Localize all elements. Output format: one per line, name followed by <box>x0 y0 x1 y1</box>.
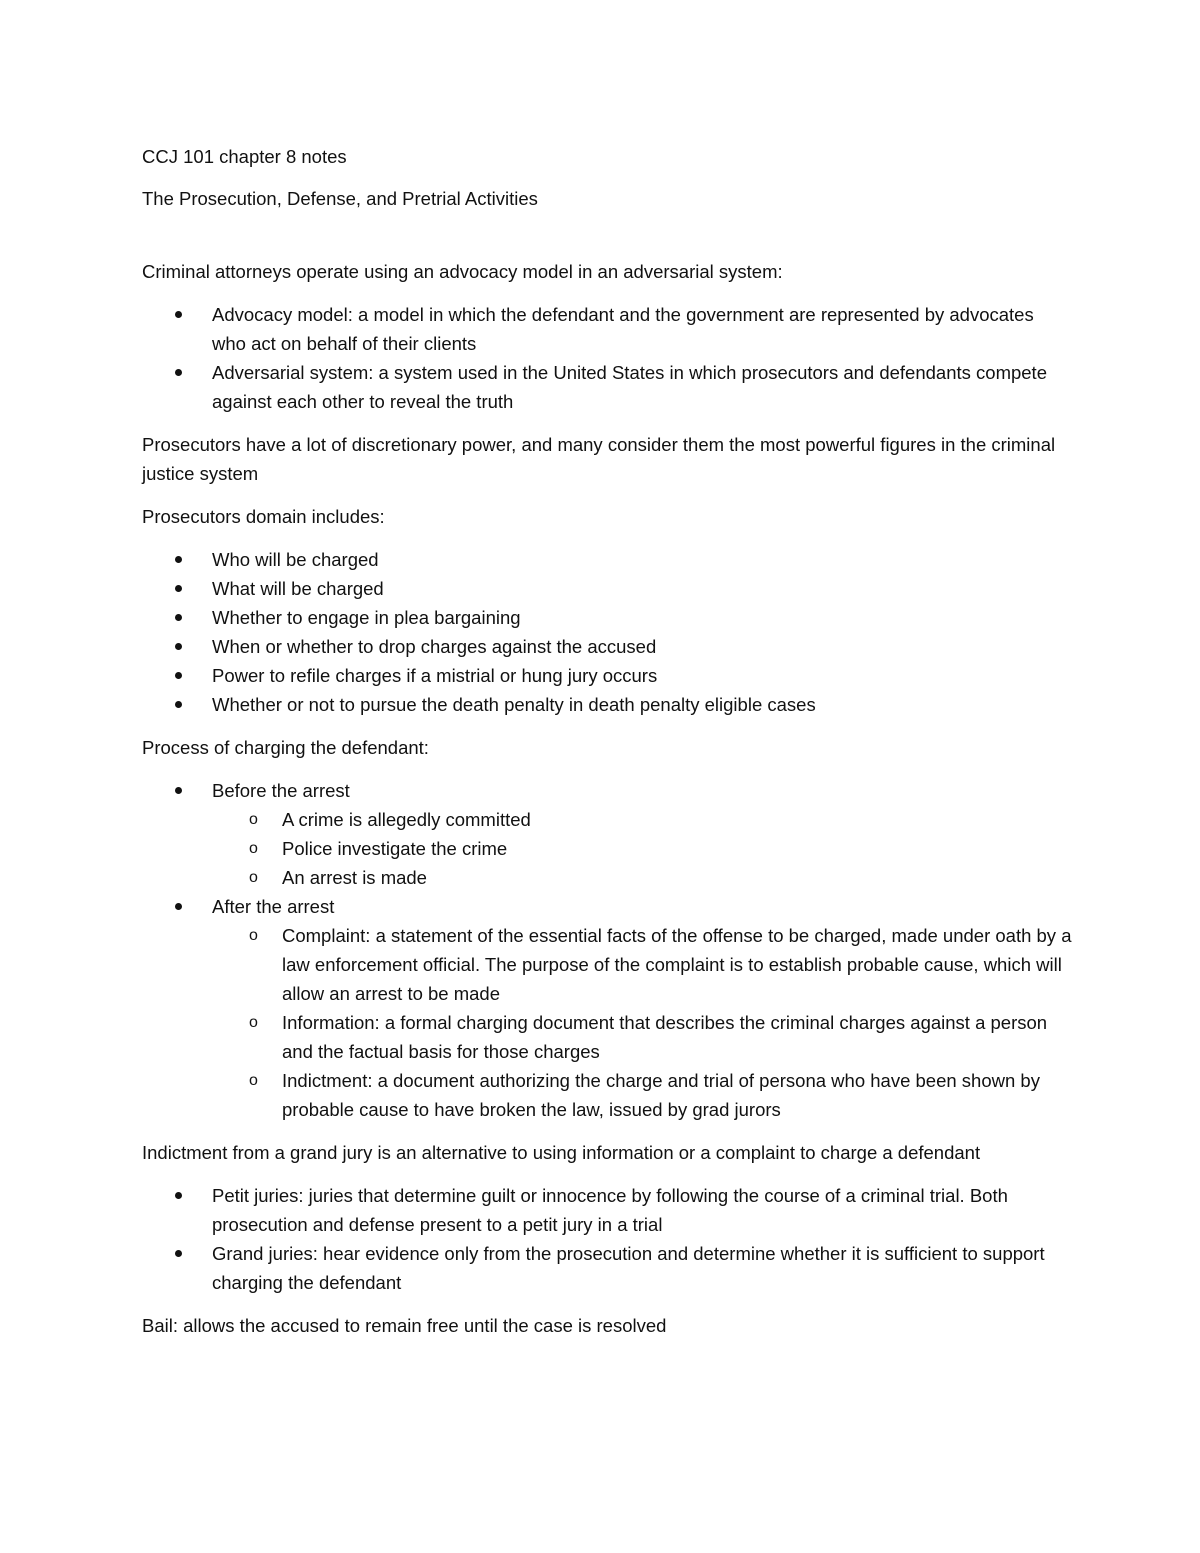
hollow-bullet-icon: o <box>249 811 258 828</box>
bullet-icon <box>175 643 182 650</box>
document-body <box>142 142 1072 1354</box>
bullet-icon <box>175 585 182 592</box>
sub-list-item: o An arrest is made <box>211 863 1072 892</box>
list-item: Adversarial system: a system used in the United States in which prosecutors and defendants compete against each other to reveal the truth <box>142 358 1072 416</box>
bullet-icon <box>175 1250 182 1257</box>
list-item: Advocacy model: a model in which the defendant and the government are represented by advocates who act on behalf of their clients <box>142 300 1072 358</box>
bullet-icon <box>175 701 182 708</box>
paragraph-discretionary-power: Prosecutors have a lot of discretionary power, and many consider them the most powerful figures in the criminal justice system <box>142 434 1056 484</box>
sub-list-item: o Indictment: a document authorizing the charge and trial of persona who have been shown by probable cause to have broken the law, issued by grad jurors <box>211 1066 1072 1124</box>
hollow-bullet-icon: o <box>249 927 258 944</box>
list-item: When or whether to drop charges against the accused <box>142 632 1072 661</box>
bullet-icon <box>175 672 182 679</box>
document-title: CCJ 101 chapter 8 notes <box>142 146 347 167</box>
hollow-bullet-icon: o <box>249 869 258 886</box>
advocacy-list <box>142 300 1072 416</box>
before-arrest-sublist <box>212 805 1072 892</box>
bullet-icon <box>175 903 182 910</box>
sub-list-item: o Information: a formal charging document that describes the criminal charges against a person and the factual basis for those charges <box>211 1008 1072 1066</box>
paragraph-domain-intro: Prosecutors domain includes: <box>142 506 385 527</box>
bullet-icon <box>175 556 182 563</box>
juries-list <box>142 1181 1072 1297</box>
domain-list <box>142 545 1072 719</box>
list-item: Whether or not to pursue the death penalty in death penalty eligible cases <box>142 690 1072 719</box>
hollow-bullet-icon: o <box>249 1072 258 1089</box>
list-item-before-arrest: Before the arrest o A crime is allegedly committed o Police investigate the crime o An arrest is made <box>142 776 1072 892</box>
sub-list-item: o Complaint: a statement of the essential facts of the offense to be charged, made under oath by a law enforcement official. The purpose of the complaint is to establish probable cause, which will allow an arrest to be made <box>211 921 1072 1008</box>
sub-list-item: o Police investigate the crime <box>211 834 1072 863</box>
bullet-icon <box>175 311 182 318</box>
charging-process-list <box>142 776 1072 1124</box>
bullet-icon <box>175 787 182 794</box>
bullet-icon <box>175 369 182 376</box>
document-subtitle: The Prosecution, Defense, and Pretrial Activities <box>142 188 538 209</box>
hollow-bullet-icon: o <box>249 1014 258 1031</box>
bullet-icon <box>175 614 182 621</box>
list-item: Who will be charged <box>142 545 1072 574</box>
list-item: What will be charged <box>142 574 1072 603</box>
hollow-bullet-icon: o <box>249 840 258 857</box>
list-item: Petit juries: juries that determine guilt or innocence by following the course of a criminal trial. Both prosecution and defense present to a petit jury in a trial <box>142 1181 1072 1239</box>
paragraph-charging-process-intro: Process of charging the defendant: <box>142 737 429 758</box>
paragraph-advocacy-intro: Criminal attorneys operate using an advocacy model in an adversarial system: <box>142 261 783 282</box>
paragraph-bail: Bail: allows the accused to remain free until the case is resolved <box>142 1315 667 1336</box>
list-item: Grand juries: hear evidence only from the prosecution and determine whether it is sufficient to support charging the defendant <box>142 1239 1072 1297</box>
list-item: Whether to engage in plea bargaining <box>142 603 1072 632</box>
paragraph-grand-jury: Indictment from a grand jury is an alternative to using information or a complaint to charge a defendant <box>142 1142 981 1163</box>
sub-list-item: o A crime is allegedly committed <box>211 805 1072 834</box>
bullet-icon <box>175 1192 182 1199</box>
list-item-after-arrest: After the arrest o Complaint: a statement of the essential facts of the offense to be charged, made under oath by a law enforcement official. The purpose of the complaint is to establish probable cause, which will allow an arrest to be made o Information: a formal charging document that describes the criminal charges against a person and the factual basis for those charges o Indictment: a document authorizing the charge and trial of persona who have been shown by probable cause to have broken the law, issued by grad jurors <box>142 892 1072 1124</box>
after-arrest-sublist <box>212 921 1072 1124</box>
list-item: Power to refile charges if a mistrial or hung jury occurs <box>142 661 1072 690</box>
